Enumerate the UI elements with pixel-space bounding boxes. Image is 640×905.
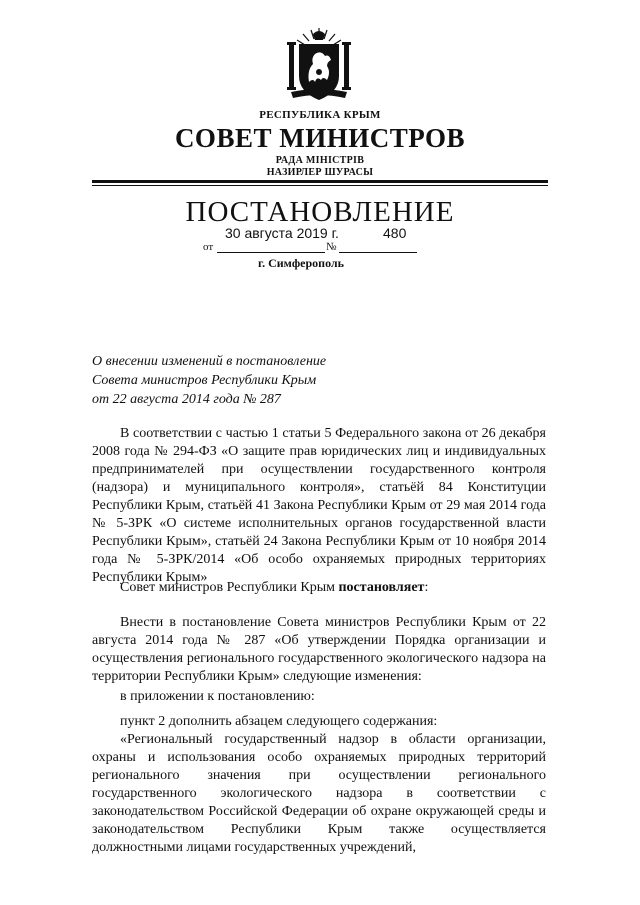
date-underline xyxy=(217,252,325,253)
resolution-paragraph xyxy=(92,579,546,597)
resolution-verb: постановляет xyxy=(338,580,425,595)
subject-line: от 22 августа 2014 года № 287 xyxy=(92,392,281,407)
decree-number: 480 xyxy=(383,225,407,241)
subject-line: Совета министров Республики Крым xyxy=(92,373,317,388)
council-name-ukrainian: РАДА МІНІСТРІВ xyxy=(275,155,365,166)
republic-name: РЕСПУБЛИКА КРЫМ xyxy=(259,109,381,121)
header-divider-thick xyxy=(92,180,548,183)
subject-line: О внесении изменений в постановление xyxy=(92,354,327,369)
decree-subject xyxy=(92,352,412,409)
preamble-paragraph: В соответствии с частью 1 статьи 5 Федерального закона от 26 декабря 2008 года № 294-ФЗ «О защите прав юридических лиц и индивидуальных предпринимателей при осуществлении государственного контроля (надзора) и муниципального контроля», статьёй 84 Конституции Республики Крым, статьёй 41 Закона Республики Крым от 29 мая 2014 года № 5-ЗРК «О системе исполнительных органов государственной власти Республики Крым», статьёй 24 Закона Республики Крым от 10 ноября 2014 года № 5-ЗРК/2014 «Об особо охраняемых природных территориях Республики Крым» xyxy=(92,426,546,585)
resolution-colon: : xyxy=(424,580,429,595)
clause-paragraph: пункт 2 дополнить абзацем следующего содержания: xyxy=(120,714,438,729)
amendment-paragraph: Внести в постановление Совета министров Республики Крым от 22 августа 2014 года № 287 «Об утверждении Порядка организации и осуществления регионального государственного экологического надзора на территории Республики Крым» следующие изменения: xyxy=(92,615,546,684)
number-sign: № xyxy=(326,241,337,253)
crimea-coat-of-arms-icon xyxy=(283,26,355,106)
resolution-text: Совет министров Республики Крым xyxy=(120,580,339,595)
number-underline xyxy=(339,252,417,253)
quoted-clause-paragraph: «Региональный государственный надзор в области организации, охраны и использования особо охраняемых природных территорий регионального значения при осуществлении регионального государственного экологического надзора в соответствии с законодательством Российской Федерации об охране окружающей среды и законодательством Республики Крым также осуществляется должностными лицами государственных учреждений, xyxy=(92,732,546,855)
document-type-title: ПОСТАНОВЛЕНИЕ xyxy=(185,196,455,228)
appendix-paragraph: в приложении к постановлению: xyxy=(120,689,315,704)
decree-date: 30 августа 2019 г. xyxy=(225,225,339,241)
city-name: г. Симферополь xyxy=(258,256,344,270)
council-name-crimean-tatar: НАЗИРЛЕР ШУРАСЫ xyxy=(266,167,374,178)
date-number-line xyxy=(195,225,435,255)
header-divider-thin xyxy=(92,185,548,186)
date-prefix: от xyxy=(203,241,214,253)
council-name: СОВЕТ МИНИСТРОВ xyxy=(174,123,466,153)
